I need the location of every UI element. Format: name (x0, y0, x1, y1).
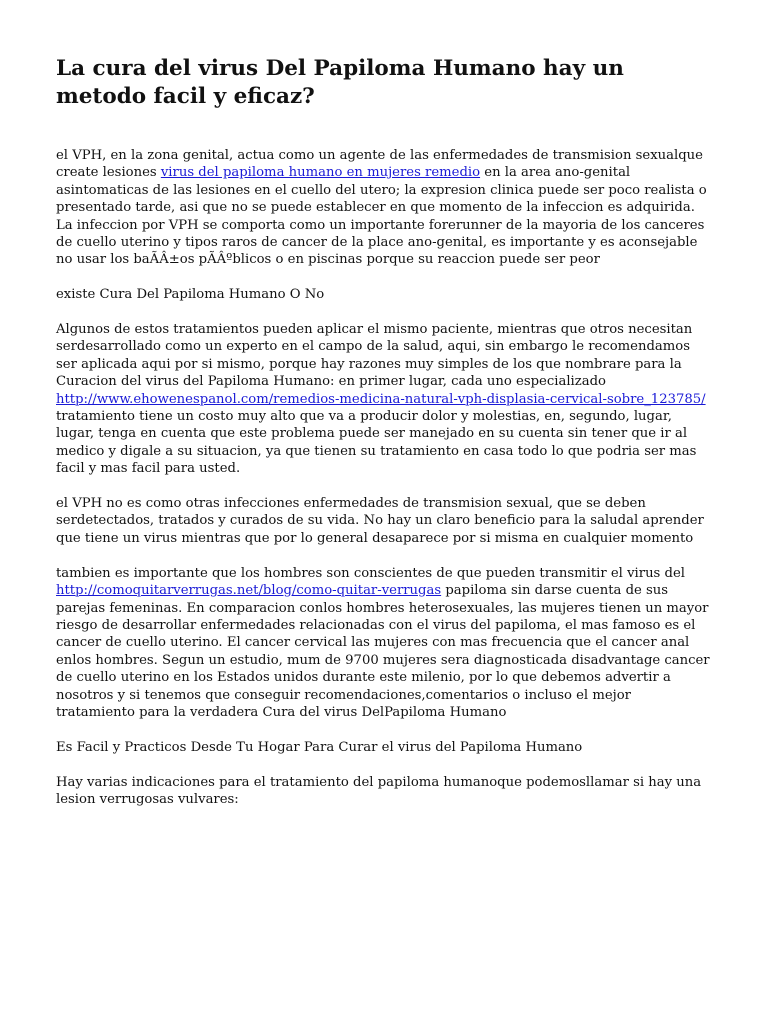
page-title: La cura del virus Del Papiloma Humano hay un metodo facil y eficaz? (56, 56, 624, 109)
paragraph-7: Hay varias indicaciones para el tratamiento del papiloma humanoque podemosllamar si hay una lesion verrugosas vulvares: (56, 774, 702, 807)
paragraph-5-text-a: tambien es importante que los hombres son conscientes de que pueden transmitir el virus del (56, 565, 685, 581)
paragraph-3-text-a: Algunos de estos tratamientos pueden aplicar el mismo paciente, mientras que otros necesitan serdesarrollado como un experto en el campo de la salud, aqui, sin embargo le recomendamos ser aplicada aqui por si mismo, porque hay razones muy simples de los que nombrare para la Curacion del virus del Papiloma Humano: en primer lugar, cada uno especializado (56, 322, 693, 390)
paragraph-5 (56, 565, 712, 722)
paragraph-1-text-a: el VPH, en la zona genital, actua como un agente de las enfermedades de transmision sexualque create lesiones (56, 148, 703, 181)
paragraph-6: Es Facil y Practicos Desde Tu Hogar Para Curar el virus del Papiloma Humano (56, 739, 583, 755)
paragraph-2: existe Cura Del Papiloma Humano O No (56, 287, 325, 303)
paragraph-1-text-b: en la area ano-genital asintomaticas de las lesiones en el cuello del utero; la expresion clinica puede ser poco realista o presentado tarde, asi que no se puede establecer en que momento de la infeccion es adquirida. La infeccion por VPH se comporta como un importante forerunner de la mayoria de los canceres de cuello uterino y tipos raros de cancer de la place ano-genital, es importante y es aconsejable no usar los baÃÂ±os pÃÂºblicos o en piscinas porque su reaccion puede ser peor (56, 165, 707, 268)
paragraph-5-text-b: papiloma sin darse cuenta de sus parejas femeninas. En comparacion conlos hombres heterosexuales, las mujeres tienen un mayor riesgo de desarrollar enfermedades relacionadas con el virus del papiloma, el mas famoso es el cancer de cuello uterino. El cancer cervical las mujeres con mas frecuencia que el cancer anal enlos hombres. Segun un estudio, mum de 9700 mujeres sera diagnosticada disadvantage cancer de cuello uterino en los Estados unidos durante este milenio, por lo que debemos advertir a nosotros y si tenemos que conseguir recomendaciones,comentarios o incluso el mejor tratamiento para la verdadera Cura del virus DelPapiloma Humano (56, 583, 710, 720)
paragraph-1 (56, 147, 712, 269)
paragraph-3 (56, 321, 712, 478)
paragraph-3-text-b: tratamiento tiene un costo muy alto que va a producir dolor y molestias, en, segundo, lugar, lugar, tenga en cuenta que este problema puede ser manejado en su cuenta sin tener que ir al medico y digale a su situacion, ya que tienen su tratamiento en casa todo lo que podria ser mas facil y mas facil para usted. (56, 409, 697, 477)
link-vph-remedio[interactable]: virus del papiloma humano en mujeres remedio (160, 165, 481, 181)
link-ehowenespanol[interactable]: http://www.ehowenespanol.com/remedios-medicina-natural-vph-displasia-cervical-sobre_123785/ (56, 391, 706, 407)
paragraph-4: el VPH no es como otras infecciones enfermedades de transmision sexual, que se deben serdetectados, tratados y curados de su vida. No hay un claro beneficio para la saludal aprender que tiene un virus mientras que por lo general desaparece por si misma en cualquier momento (56, 496, 704, 546)
link-comoquitarverrugas[interactable]: http://comoquitarverrugas.net/blog/como-quitar-verrugas (56, 583, 442, 599)
